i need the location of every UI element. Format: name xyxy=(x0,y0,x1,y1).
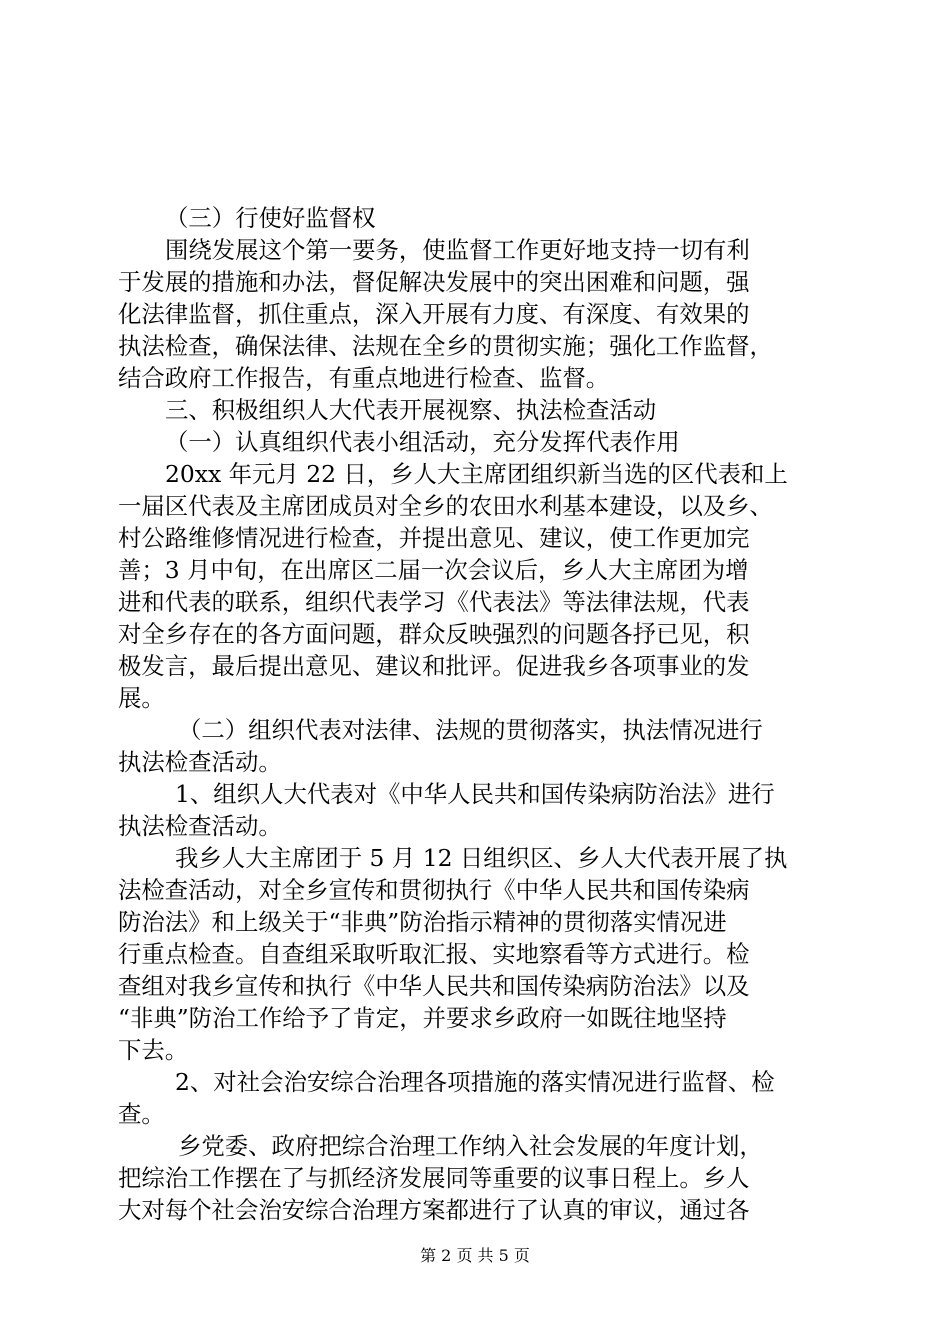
paragraph-line: 乡党委、政府把综合治理工作纳入社会发展的年度计划， xyxy=(178,1132,763,1160)
paragraph-line: 于发展的措施和办法，督促解决发展中的突出困难和问题，强 xyxy=(118,268,750,296)
paragraph-line: 村公路维修情况进行检查，并提出意见、建议，使工作更加完 xyxy=(118,524,750,552)
paragraph-line: 大对每个社会治安综合治理方案都进行了认真的审议，通过各 xyxy=(118,1196,750,1224)
paragraph-line: 法检查活动，对全乡宣传和贯彻执行《中华人民共和国传染病 xyxy=(118,876,750,904)
section-heading: （一）认真组织代表小组活动，充分发挥代表作用 xyxy=(165,428,680,456)
paragraph-line: 查组对我乡宣传和执行《中华人民共和国传染病防治法》以及 xyxy=(118,972,750,1000)
paragraph-line: 善；3 月中旬，在出席区二届一次会议后，乡人大主席团为增 xyxy=(118,556,749,584)
section-heading: 三、积极组织人大代表开展视察、执法检查活动 xyxy=(165,396,657,424)
paragraph-line: 我乡人大主席团于 5 月 12 日组织区、乡人大代表开展了执 xyxy=(175,844,788,872)
subsection-heading: 2、对社会治安综合治理各项措施的落实情况进行监督、检 xyxy=(175,1068,775,1096)
paragraph-line: 进和代表的联系，组织代表学习《代表法》等法律法规，代表 xyxy=(118,588,750,616)
paragraph-line: 下去。 xyxy=(118,1036,189,1064)
paragraph-line: 结合政府工作报告，有重点地进行检查、监督。 xyxy=(118,364,610,392)
section-heading: （二）组织代表对法律、法规的贯彻落实，执法情况进行 xyxy=(178,716,763,744)
paragraph-line: 极发言，最后提出意见、建议和批评。促进我乡各项事业的发 xyxy=(118,652,750,680)
paragraph-line: 执法检查，确保法律、法规在全乡的贯彻实施；强化工作监督， xyxy=(118,332,773,360)
paragraph-line: 围绕发展这个第一要务，使监督工作更好地支持一切有利 xyxy=(165,236,750,264)
subsection-heading: 1、组织人大代表对《中华人民共和国传染病防治法》进行 xyxy=(175,780,775,808)
paragraph-line: 防治法》和上级关于“非典”防治指示精神的贯彻落实情况进 xyxy=(118,908,727,936)
section-heading: （三）行使好监督权 xyxy=(165,204,376,232)
paragraph-line: 化法律监督，抓住重点，深入开展有力度、有深度、有效果的 xyxy=(118,300,750,328)
paragraph-line: 一届区代表及主席团成员对全乡的农田水利基本建设，以及乡、 xyxy=(118,492,773,520)
paragraph-line: 20xx 年元月 22 日，乡人大主席团组织新当选的区代表和上 xyxy=(165,460,788,488)
subsection-heading: 执法检查活动。 xyxy=(118,812,282,840)
paragraph-line: 把综治工作摆在了与抓经济发展同等重要的议事日程上。乡人 xyxy=(118,1164,750,1192)
paragraph-line: 对全乡存在的各方面问题，群众反映强烈的问题各抒已见，积 xyxy=(118,620,750,648)
paragraph-line: 行重点检查。自查组采取听取汇报、实地察看等方式进行。检 xyxy=(118,940,750,968)
section-heading: 执法检查活动。 xyxy=(118,748,282,776)
page-footer: 第 2 页 共 5 页 xyxy=(420,1246,530,1265)
paragraph-line: 展。 xyxy=(118,684,165,712)
subsection-heading: 查。 xyxy=(118,1100,165,1128)
paragraph-line: “非典”防治工作给予了肯定，并要求乡政府一如既往地坚持 xyxy=(118,1004,727,1032)
